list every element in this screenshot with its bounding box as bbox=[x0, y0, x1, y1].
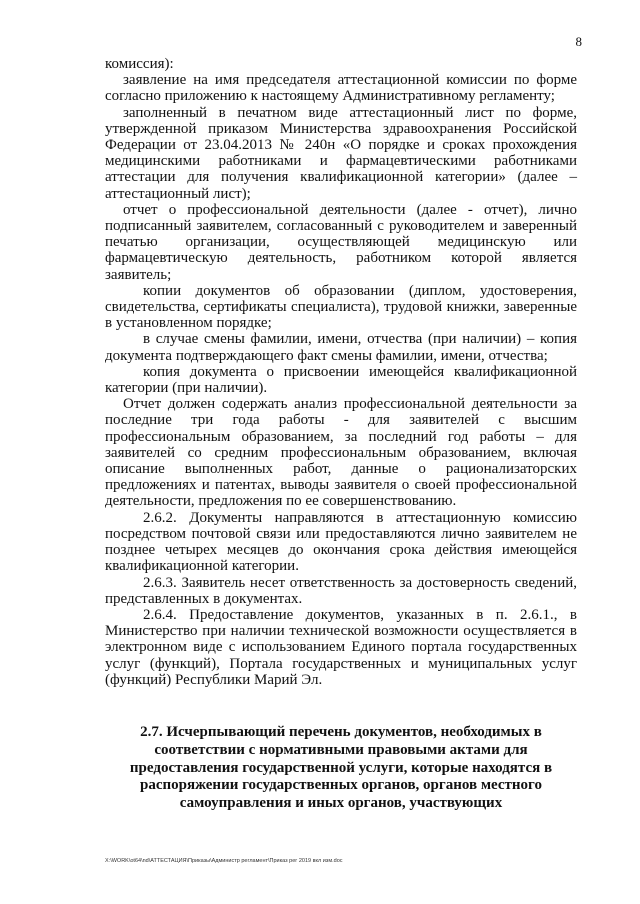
paragraph: в случае смены фамилии, имени, отчества (при наличии) – копия документа подтверждающего факт смены фамилии, имени, отчества; bbox=[105, 331, 577, 364]
paragraph: копии документов об образовании (диплом, удостоверения, свидетельства, сертификаты специалиста), трудовой книжки, заверенные в установленном порядке; bbox=[105, 282, 577, 332]
section-heading: 2.7. Исчерпывающий перечень документов, необходимых в соответствии с нормативными правовыми актами для предоставления государственной услуги, которые находятся в распоряжении государственных органов, органов местного самоуправления и иных органов, участвующих bbox=[129, 723, 553, 812]
paragraph: заполненный в печатном виде аттестационный лист по форме, утвержденной приказом Министерства здравоохранения Российской Федерации от 23.04.2013 № 240н «О порядке и сроках прохождения медицинскими работниками и фармацевтическими работниками аттестации для получения квалификационной категории» (далее – аттестационный лист); bbox=[105, 104, 577, 202]
file-path-footer: X:\WORK\ot64\nd\АТТЕСТАЦИЯ\Приказы\Администр регламент\Приказ рег 2019 вкл изм.doc bbox=[105, 858, 343, 864]
page-number: 8 bbox=[575, 34, 582, 49]
paragraph: 2.6.4. Предоставление документов, указанных в п. 2.6.1., в Министерство при наличии технической возможности осуществляется в электронном виде с использованием Единого портала государственных услуг (функций), Портала государственных и муниципальных услуг (функций) Республики Марий Эл. bbox=[105, 606, 577, 688]
paragraph: 2.6.2. Документы направляются в аттестационную комиссию посредством почтовой связи или предоставляются лично заявителем не позднее четырех месяцев до окончания срока действия имеющейся квалификационной категории. bbox=[105, 509, 577, 575]
paragraph: комиссия): bbox=[105, 56, 174, 72]
document-body bbox=[105, 56, 577, 813]
paragraph: отчет о профессиональной деятельности (далее - отчет), лично подписанный заявителем, согласованный с руководителем и заверенный печатью организации, осуществляющей медицинскую или фармацевтическую деятельность, работником которой является заявитель; bbox=[105, 201, 577, 283]
paragraph: заявление на имя председателя аттестационной комиссии по форме согласно приложению к настоящему Административному регламенту; bbox=[105, 72, 577, 105]
paragraph: Отчет должен содержать анализ профессиональной деятельности за последние три года работы - для заявителей с высшим профессиональным образованием, за последний год работы – для заявителей со средним профессиональным образованием, включая описание выполненных работ, данные о рационализаторских предложениях и патентах, выводы заявителя о своей профессиональной деятельности, предложения по ее совершенствованию. bbox=[105, 396, 577, 510]
paragraph: 2.6.3. Заявитель несет ответственность за достоверность сведений, представленных в документах. bbox=[105, 574, 577, 607]
paragraph: копия документа о присвоении имеющейся квалификационной категории (при наличии). bbox=[105, 363, 577, 397]
